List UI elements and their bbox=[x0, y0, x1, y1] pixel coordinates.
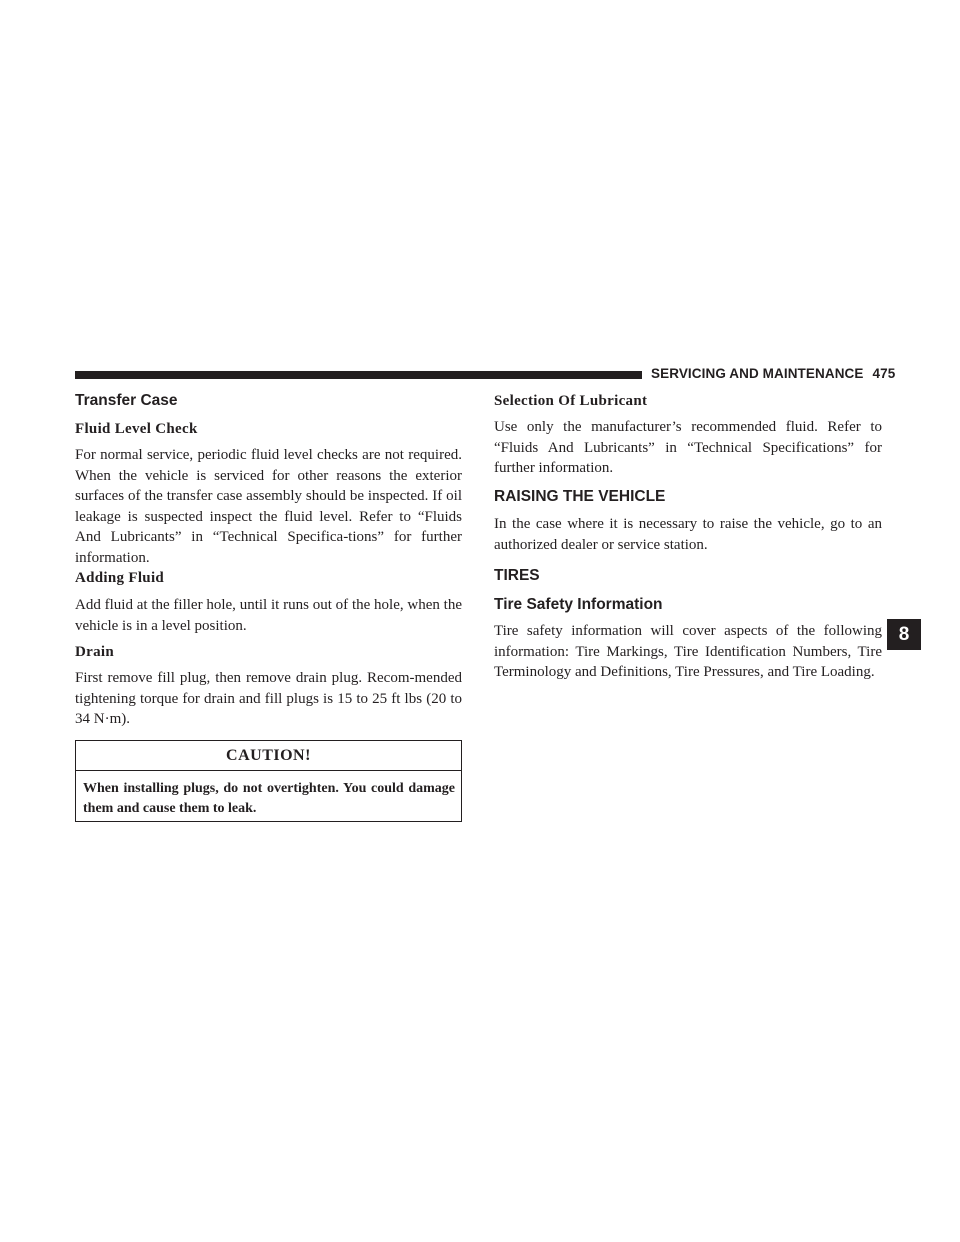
heading-drain: Drain bbox=[75, 644, 114, 660]
paragraph-drain: First remove fill plug, then remove drain plug. Recom-mended tightening torque for drain and fill plugs is 15 to 25 ft lbs (20 to 34 N·m). bbox=[75, 670, 462, 728]
running-header bbox=[651, 366, 895, 381]
caution-box bbox=[75, 740, 462, 822]
header-rule bbox=[75, 371, 642, 379]
paragraph-adding-fluid: Add fluid at the filler hole, until it runs out of the hole, when the vehicle is in a level position. bbox=[75, 597, 462, 634]
caution-title: CAUTION! bbox=[76, 741, 461, 771]
caution-text: When installing plugs, do not overtighten. You could damage them and cause them to leak. bbox=[83, 781, 455, 817]
heading-transfer-case: Transfer Case bbox=[75, 392, 178, 409]
chapter-tab: 8 bbox=[887, 619, 921, 650]
paragraph-fluid-level-check: For normal service, periodic fluid level checks are not required. When the vehicle is serviced for other reasons the exterior surfaces of the transfer case assembly should be inspected. If oil leakage is suspected inspect the fluid level. Refer to “Fluids And Lubricants” in “Technical Specifica-tions” for further information. bbox=[75, 447, 462, 566]
paragraph-selection-of-lubricant: Use only the manufacturer’s recommended fluid. Refer to “Fluids And Lubricants” in “Technical Specifications” for further information. bbox=[494, 419, 882, 477]
page-number: 475 bbox=[872, 366, 896, 381]
heading-tire-safety-information: Tire Safety Information bbox=[494, 596, 663, 613]
heading-raising-the-vehicle: RAISING THE VEHICLE bbox=[494, 488, 666, 505]
paragraph-tire-safety-information: Tire safety information will cover aspects of the following information: Tire Markings, Tire Identification Numbers, Tire Terminology and Definitions, Tire Pressures, and Tire Loading. bbox=[494, 623, 882, 681]
paragraph-raising-the-vehicle: In the case where it is necessary to raise the vehicle, go to an authorized dealer or service station. bbox=[494, 516, 882, 553]
heading-fluid-level-check: Fluid Level Check bbox=[75, 421, 198, 437]
section-title: SERVICING AND MAINTENANCE bbox=[651, 366, 864, 381]
heading-selection-of-lubricant: Selection Of Lubricant bbox=[494, 393, 648, 409]
heading-tires: TIRES bbox=[494, 567, 540, 584]
heading-adding-fluid: Adding Fluid bbox=[75, 570, 165, 586]
